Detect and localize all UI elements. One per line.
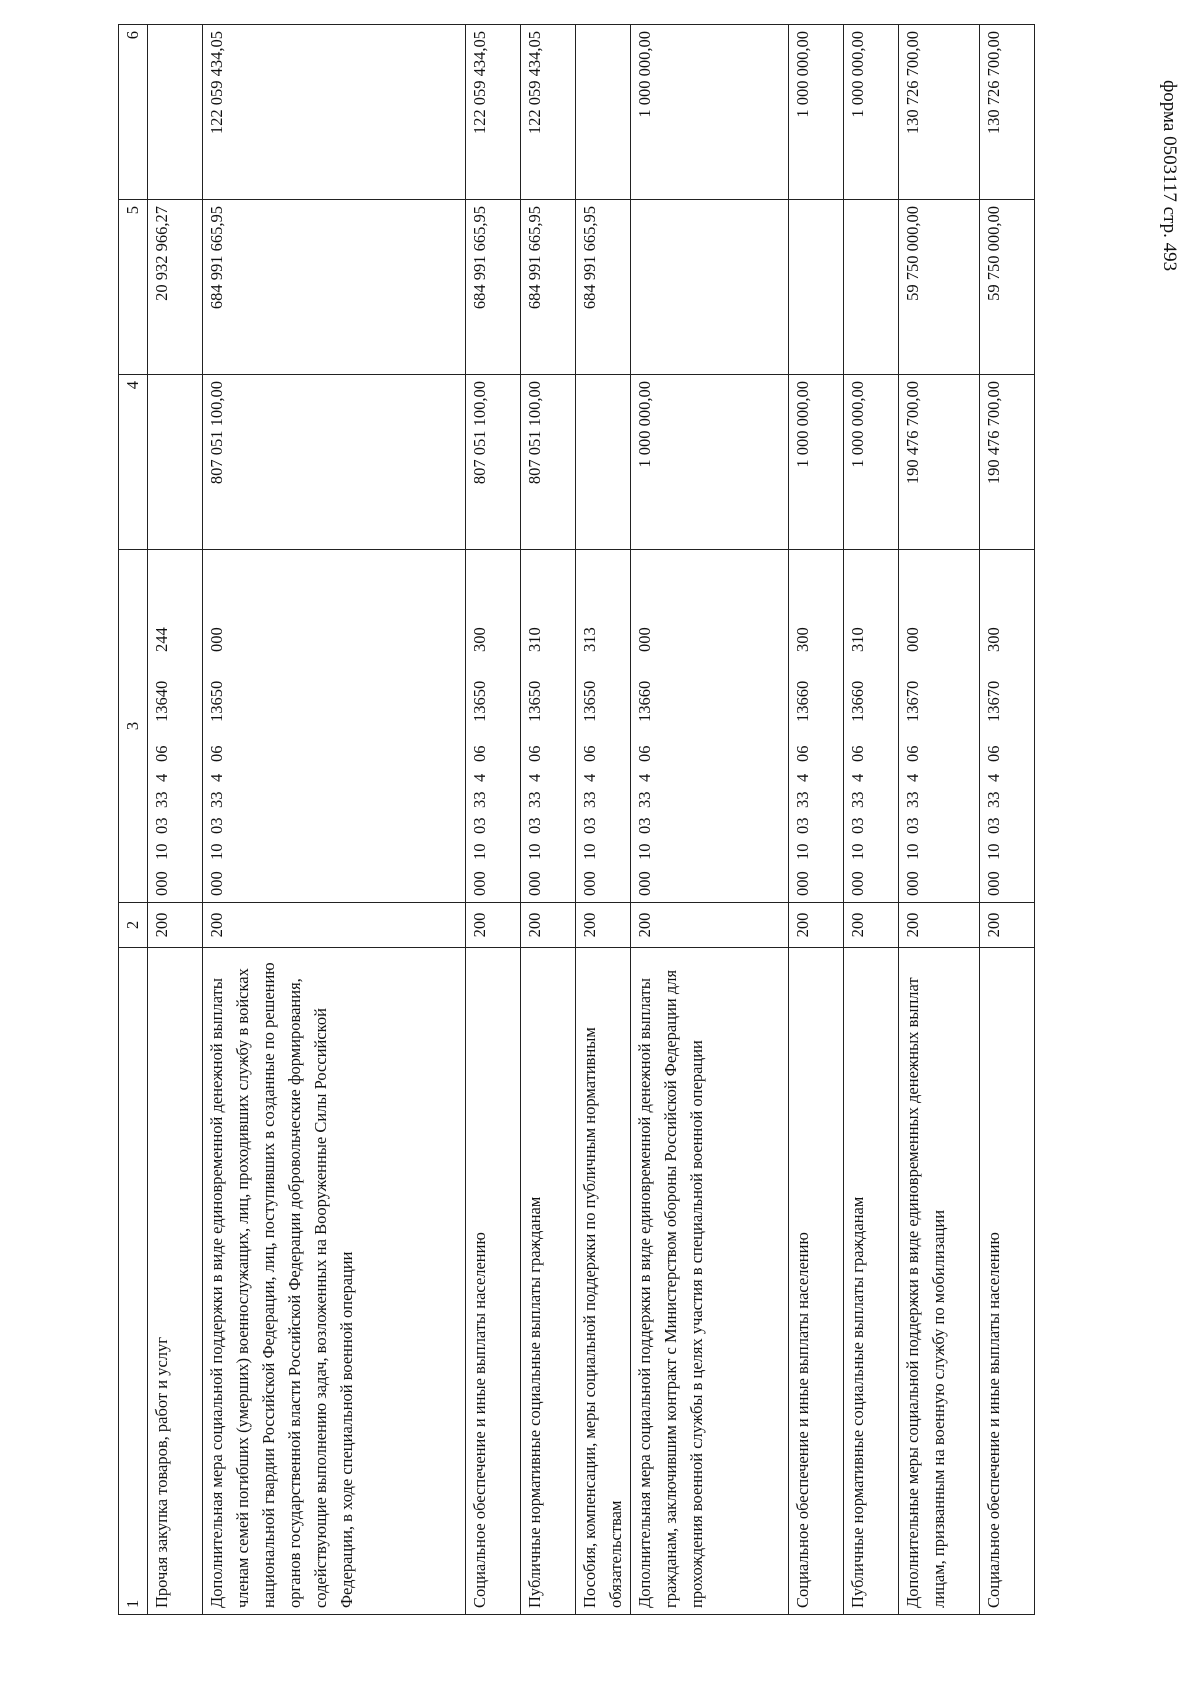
code-part: 10 [470,843,489,860]
code-part: 000 [525,871,544,896]
header-col-4: 4 [119,375,148,550]
classification-code [467,556,493,896]
classification-code [149,556,175,896]
row-unexecuted-cell: 122 059 434,05 [466,25,521,200]
code-part: 33 [152,791,171,808]
code-part: 33 [848,791,867,808]
row-name-cell: Дополнительная мера социальной поддержки в виде единовременной денежной выплаты гражданам, заключившим контракт с Министерством обороны Российской Федерации для прохождения военной службы в целях участия в специальной военной операции [631,948,789,1615]
code-part: 300 [470,627,489,652]
row-executed-cell: 684 991 665,95 [576,200,631,375]
classification-code [577,556,603,896]
row-unexecuted-cell: 1 000 000,00 [789,25,844,200]
code-part: 4 [207,773,226,782]
row-executed-cell: 59 750 000,00 [980,200,1035,375]
code-part: 000 [635,871,654,896]
table-row [576,25,631,1615]
row-line-code-cell: 200 [148,903,203,948]
row-name-cell: Пособия, компенсации, меры социальной поддержки по публичным нормативным обязательствам [576,948,631,1615]
code-part: 06 [635,745,654,762]
code-part: 000 [207,871,226,896]
code-part: 4 [525,773,544,782]
code-part: 03 [793,817,812,834]
row-classification-code-cell [789,550,844,903]
code-part: 000 [984,871,1003,896]
table-row [899,25,980,1615]
code-part: 06 [525,745,544,762]
classification-code [632,556,658,896]
code-part: 33 [580,791,599,808]
code-part: 10 [152,843,171,860]
code-part: 000 [580,871,599,896]
table-row [844,25,899,1615]
code-part: 10 [793,843,812,860]
code-part: 13660 [793,680,812,722]
classification-code [204,556,230,896]
code-part: 13640 [152,680,171,722]
code-part: 06 [152,745,171,762]
table-row [466,25,521,1615]
row-classification-code-cell [466,550,521,903]
row-classification-code-cell [148,550,203,903]
code-part: 000 [903,871,922,896]
row-line-code-cell: 200 [203,903,466,948]
code-part: 03 [903,817,922,834]
code-part: 03 [207,817,226,834]
code-part: 33 [470,791,489,808]
table-row [521,25,576,1615]
code-part: 300 [793,627,812,652]
code-part: 03 [635,817,654,834]
table-row [789,25,844,1615]
code-part: 000 [207,627,226,652]
code-part: 13650 [525,680,544,722]
code-part: 4 [470,773,489,782]
classification-code [900,556,926,896]
row-approved-cell: 190 476 700,00 [899,375,980,550]
row-approved-cell: 807 051 100,00 [466,375,521,550]
row-unexecuted-cell: 122 059 434,05 [521,25,576,200]
code-part: 13670 [984,680,1003,722]
row-approved-cell: 190 476 700,00 [980,375,1035,550]
code-part: 33 [207,791,226,808]
row-approved-cell: 1 000 000,00 [844,375,899,550]
code-part: 4 [903,773,922,782]
row-name-cell: Публичные нормативные социальные выплаты гражданам [844,948,899,1615]
row-line-code-cell: 200 [521,903,576,948]
row-executed-cell: 20 932 966,27 [148,200,203,375]
row-executed-cell: 684 991 665,95 [203,200,466,375]
row-classification-code-cell [203,550,466,903]
code-part: 13650 [580,680,599,722]
row-classification-code-cell [844,550,899,903]
row-line-code-cell: 200 [576,903,631,948]
code-part: 10 [848,843,867,860]
code-part: 4 [152,773,171,782]
row-name-cell: Социальное обеспечение и иные выплаты населению [980,948,1035,1615]
code-part: 244 [152,627,171,652]
row-unexecuted-cell [148,25,203,200]
header-col-6: 6 [119,25,148,200]
code-part: 03 [580,817,599,834]
row-approved-cell [576,375,631,550]
row-name-cell: Социальное обеспечение и иные выплаты населению [789,948,844,1615]
form-page-label: форма 0503117 стр. 493 [1159,80,1180,272]
row-approved-cell: 1 000 000,00 [789,375,844,550]
row-line-code-cell: 200 [980,903,1035,948]
code-part: 000 [848,871,867,896]
code-part: 4 [635,773,654,782]
code-part: 03 [984,817,1003,834]
code-part: 06 [793,745,812,762]
row-name-cell: Публичные нормативные социальные выплаты гражданам [521,948,576,1615]
code-part: 4 [580,773,599,782]
code-part: 03 [152,817,171,834]
code-part: 06 [903,745,922,762]
report-table-rotated [118,31,1078,1615]
row-approved-cell: 807 051 100,00 [521,375,576,550]
classification-code [981,556,1007,896]
code-part: 03 [848,817,867,834]
row-classification-code-cell [899,550,980,903]
code-part: 10 [984,843,1003,860]
code-part: 10 [635,843,654,860]
row-line-code-cell: 200 [789,903,844,948]
code-part: 06 [984,745,1003,762]
code-part: 000 [152,871,171,896]
row-classification-code-cell [521,550,576,903]
row-unexecuted-cell [576,25,631,200]
row-executed-cell [631,200,789,375]
code-part: 4 [793,773,812,782]
row-name-cell: Социальное обеспечение и иные выплаты населению [466,948,521,1615]
code-part: 000 [470,871,489,896]
table-row [631,25,789,1615]
row-unexecuted-cell: 1 000 000,00 [631,25,789,200]
row-unexecuted-cell: 1 000 000,00 [844,25,899,200]
row-unexecuted-cell: 122 059 434,05 [203,25,466,200]
row-approved-cell: 807 051 100,00 [203,375,466,550]
row-name-cell: Прочая закупка товаров, работ и услуг [148,948,203,1615]
code-part: 313 [580,627,599,652]
code-part: 10 [525,843,544,860]
code-part: 4 [848,773,867,782]
code-part: 33 [903,791,922,808]
row-name-cell: Дополнительная мера социальной поддержки в виде единовременной денежной выплаты членам семей погибших (умерших) военнослужащих, лиц, проходивших службу в войсках национальной гвардии Российской Федерации, лиц, поступивших в созданные по решению органов государственной власти Российской Федерации добровольческие формирования, содействующие выполнению задач, возложенных на Вооруженные Силы Российской Федерации, в ходе специальной военной операции [203,948,466,1615]
row-unexecuted-cell: 130 726 700,00 [899,25,980,200]
code-part: 13660 [635,680,654,722]
row-name-cell: Дополнительные меры социальной поддержки в виде единовременных денежных выплат лицам, призванным на военную службу по мобилизации [899,948,980,1615]
code-part: 300 [984,627,1003,652]
table-body [148,25,1035,1615]
code-part: 33 [525,791,544,808]
row-executed-cell: 59 750 000,00 [899,200,980,375]
code-part: 000 [635,627,654,652]
code-part: 03 [470,817,489,834]
row-executed-cell [789,200,844,375]
code-part: 06 [470,745,489,762]
row-line-code-cell: 200 [844,903,899,948]
code-part: 13650 [470,680,489,722]
classification-code [522,556,548,896]
header-col-2: 2 [119,903,148,948]
row-approved-cell: 1 000 000,00 [631,375,789,550]
code-part: 310 [525,627,544,652]
code-part: 13670 [903,680,922,722]
code-part: 06 [207,745,226,762]
row-line-code-cell: 200 [466,903,521,948]
row-line-code-cell: 200 [899,903,980,948]
row-unexecuted-cell: 130 726 700,00 [980,25,1035,200]
code-part: 4 [984,773,1003,782]
row-executed-cell: 684 991 665,95 [466,200,521,375]
row-classification-code-cell [980,550,1035,903]
code-part: 33 [984,791,1003,808]
row-executed-cell: 684 991 665,95 [521,200,576,375]
header-col-1: 1 [119,948,148,1615]
code-part: 000 [793,871,812,896]
table-row [203,25,466,1615]
code-part: 310 [848,627,867,652]
code-part: 10 [903,843,922,860]
table-row [148,25,203,1615]
row-approved-cell [148,375,203,550]
code-part: 06 [848,745,867,762]
code-part: 13650 [207,680,226,722]
classification-code [790,556,816,896]
header-row [119,25,148,1615]
code-part: 13660 [848,680,867,722]
row-executed-cell [844,200,899,375]
row-classification-code-cell [576,550,631,903]
code-part: 000 [903,627,922,652]
row-line-code-cell: 200 [631,903,789,948]
code-part: 33 [793,791,812,808]
table-row [980,25,1035,1615]
code-part: 06 [580,745,599,762]
classification-code [845,556,871,896]
code-part: 33 [635,791,654,808]
header-col-5: 5 [119,200,148,375]
code-part: 10 [580,843,599,860]
code-part: 10 [207,843,226,860]
code-part: 03 [525,817,544,834]
report-table [118,24,1035,1615]
header-col-3: 3 [119,550,148,903]
row-classification-code-cell [631,550,789,903]
